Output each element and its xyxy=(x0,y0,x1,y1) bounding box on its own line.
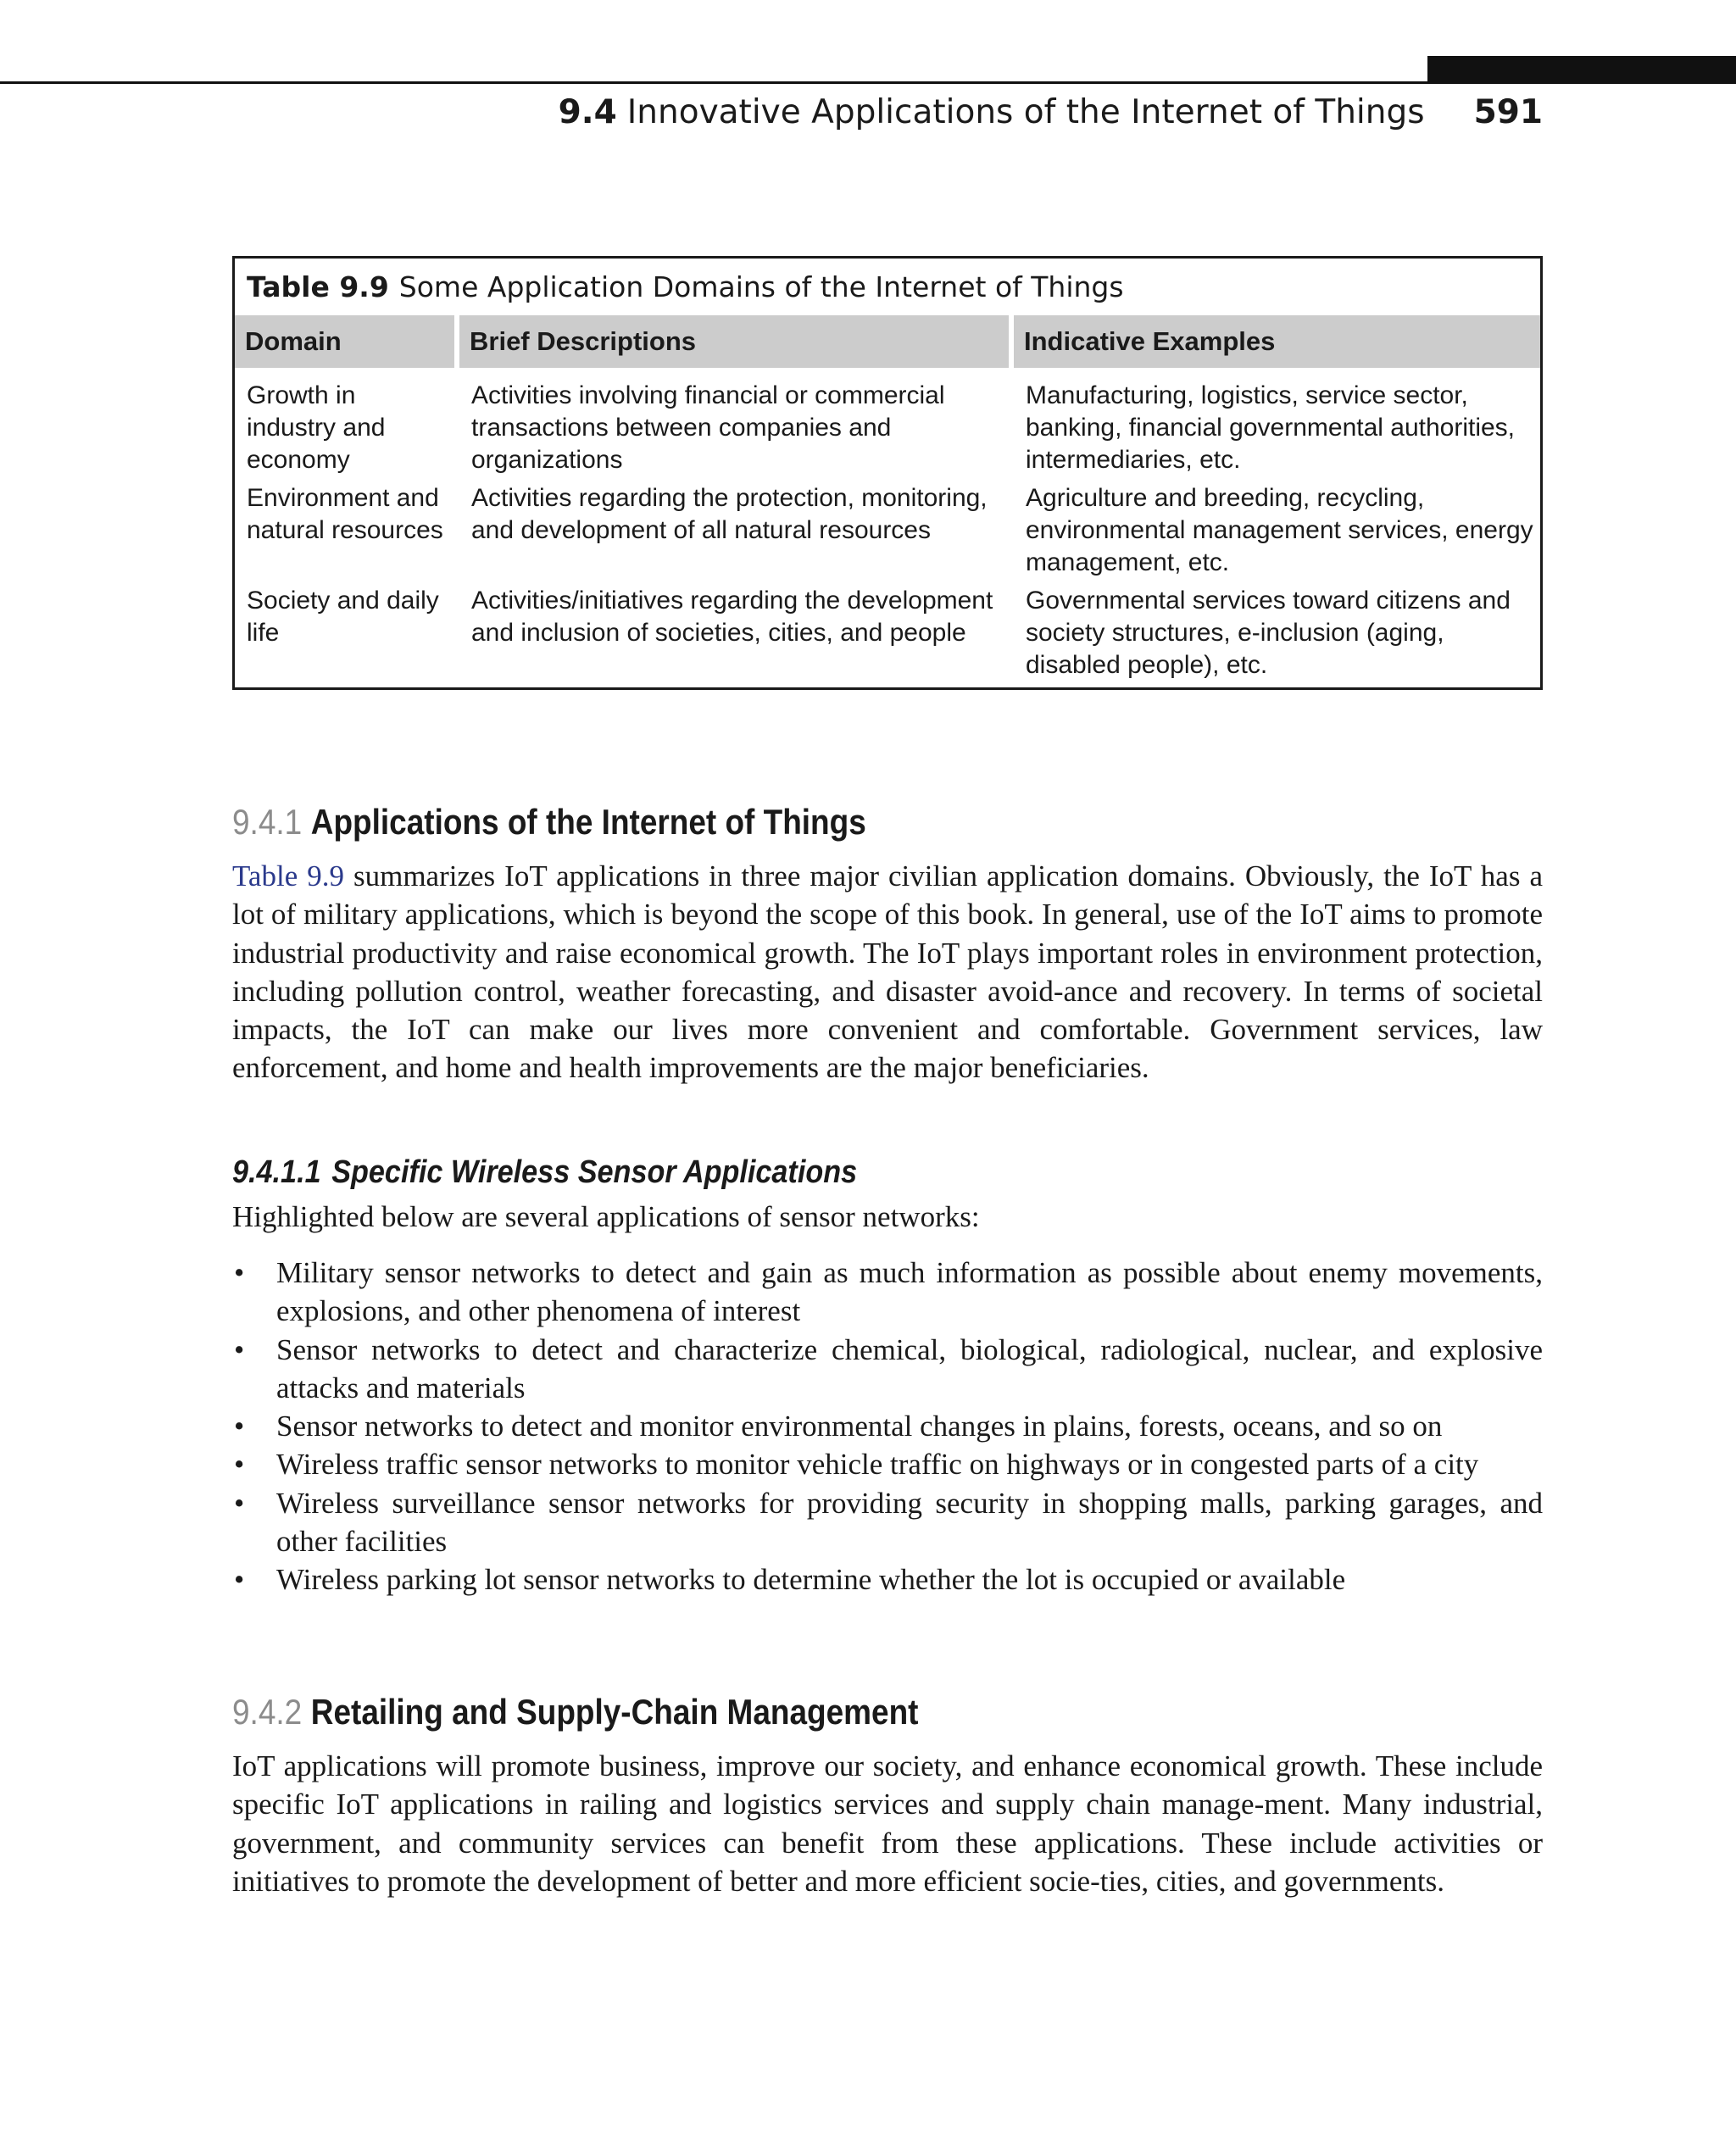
section-title: Retailing and Supply-Chain Management xyxy=(310,1692,919,1732)
list-item: • Wireless traffic sensor networks to monitor vehicle traffic on highways or in congested parts of a city xyxy=(234,1448,1479,1482)
table-cell-examples: Manufacturing, logistics, service sector, banking, financial governmental authorities, intermediaries, etc. xyxy=(1026,381,1516,474)
header-tab-bar xyxy=(1427,56,1736,84)
running-head-section-title: Innovative Applications of the Internet of Things xyxy=(626,93,1425,131)
subsection-title: Specific Wireless Sensor Applications xyxy=(331,1154,858,1190)
list-item: • Sensor networks to detect and monitor environmental changes in plains, forests, oceans, and so on xyxy=(234,1410,1443,1443)
section-heading-9-4-1 xyxy=(232,802,866,842)
section-number: 9.4.1 xyxy=(232,802,303,842)
table-header-examples: Indicative Examples xyxy=(1014,315,1540,368)
running-head-section-number: 9.4 xyxy=(558,93,617,131)
table-header-row xyxy=(235,315,1540,368)
table-caption xyxy=(247,270,1124,303)
table-cell-examples: Agriculture and breeding, recycling, environmental management services, energy management, etc. xyxy=(1026,484,1533,576)
table-cell-examples: Governmental services toward citizens and society structures, e-inclusion (aging, disabled people), etc. xyxy=(1026,587,1511,679)
table-cell-description: Activities/initiatives regarding the development and inclusion of societies, cities, and people xyxy=(471,587,993,647)
table-header-domain: Domain xyxy=(235,315,454,368)
table-body xyxy=(235,380,1540,687)
table-caption-text: Some Application Domains of the Internet of Things xyxy=(398,270,1124,303)
list-item: • Wireless parking lot sensor networks to determine whether the lot is occupied or available xyxy=(234,1563,1346,1597)
table-cell-domain: Growth in industry and economy xyxy=(247,381,386,474)
section-9-4-1-paragraph xyxy=(232,857,1543,1087)
page-number: 591 xyxy=(1473,93,1543,131)
running-head xyxy=(232,93,1543,131)
table-cell-domain: Society and daily life xyxy=(247,587,439,647)
section-number: 9.4.2 xyxy=(232,1692,303,1732)
sensor-applications-list xyxy=(232,1254,1543,1599)
table-row xyxy=(235,585,1540,687)
section-9-4-2-paragraph: IoT applications will promote business, improve our society, and enhance economical growth. These include specific IoT applications in railing and logistics services and supply chain manage-ment. Many industrial, government, and community services can benefit from these applications. These include activities or initiatives to promote the development of better and more efficient socie-ties, cities, and governments. xyxy=(232,1749,1543,1898)
list-item: • Sensor networks to detect and characterize chemical, biological, radiological, nuclear, and explosive attacks and materials xyxy=(234,1332,1543,1404)
subsection-number: 9.4.1.1 xyxy=(232,1154,321,1190)
table-header-descriptions: Brief Descriptions xyxy=(459,315,1009,368)
list-item: • Wireless surveillance sensor networks for providing security in shopping malls, parking garages, and other facilities xyxy=(234,1486,1543,1559)
table-row xyxy=(235,380,1540,482)
table-reference-link[interactable]: Table 9.9 xyxy=(232,859,344,893)
application-domains-table xyxy=(232,256,1543,690)
subsection-heading-9-4-1-1 xyxy=(232,1154,857,1191)
section-heading-9-4-2 xyxy=(232,1692,918,1732)
table-cell-domain: Environment and natural resources xyxy=(247,484,443,544)
table-cell-description: Activities regarding the protection, monitoring, and development of all natural resources xyxy=(471,484,988,544)
table-row xyxy=(235,482,1540,585)
list-item: • Military sensor networks to detect and gain as much information as possible about enemy movements, explosions, and other phenomena of interest xyxy=(234,1256,1543,1328)
table-label: Table 9.9 xyxy=(247,270,389,303)
section-title: Applications of the Internet of Things xyxy=(310,802,866,842)
table-cell-description: Activities involving financial or commercial transactions between companies and organizations xyxy=(471,381,945,474)
subsection-intro: Highlighted below are several applications of sensor networks: xyxy=(232,1200,980,1233)
paragraph-text: summarizes IoT applications in three major civilian application domains. Obviously, the IoT has a lot of military applications, which is beyond the scope of this book. In general, use of the IoT aims to promote industrial productivity and raise economical growth. The IoT plays important roles in environment protection, including pollution control, weather forecasting, and disaster avoid-ance and recovery. In terms of societal impacts, the IoT can make our lives more convenient and comfortable. Government services, law enforcement, and home and health improvements are the major beneficiaries. xyxy=(232,859,1543,1085)
